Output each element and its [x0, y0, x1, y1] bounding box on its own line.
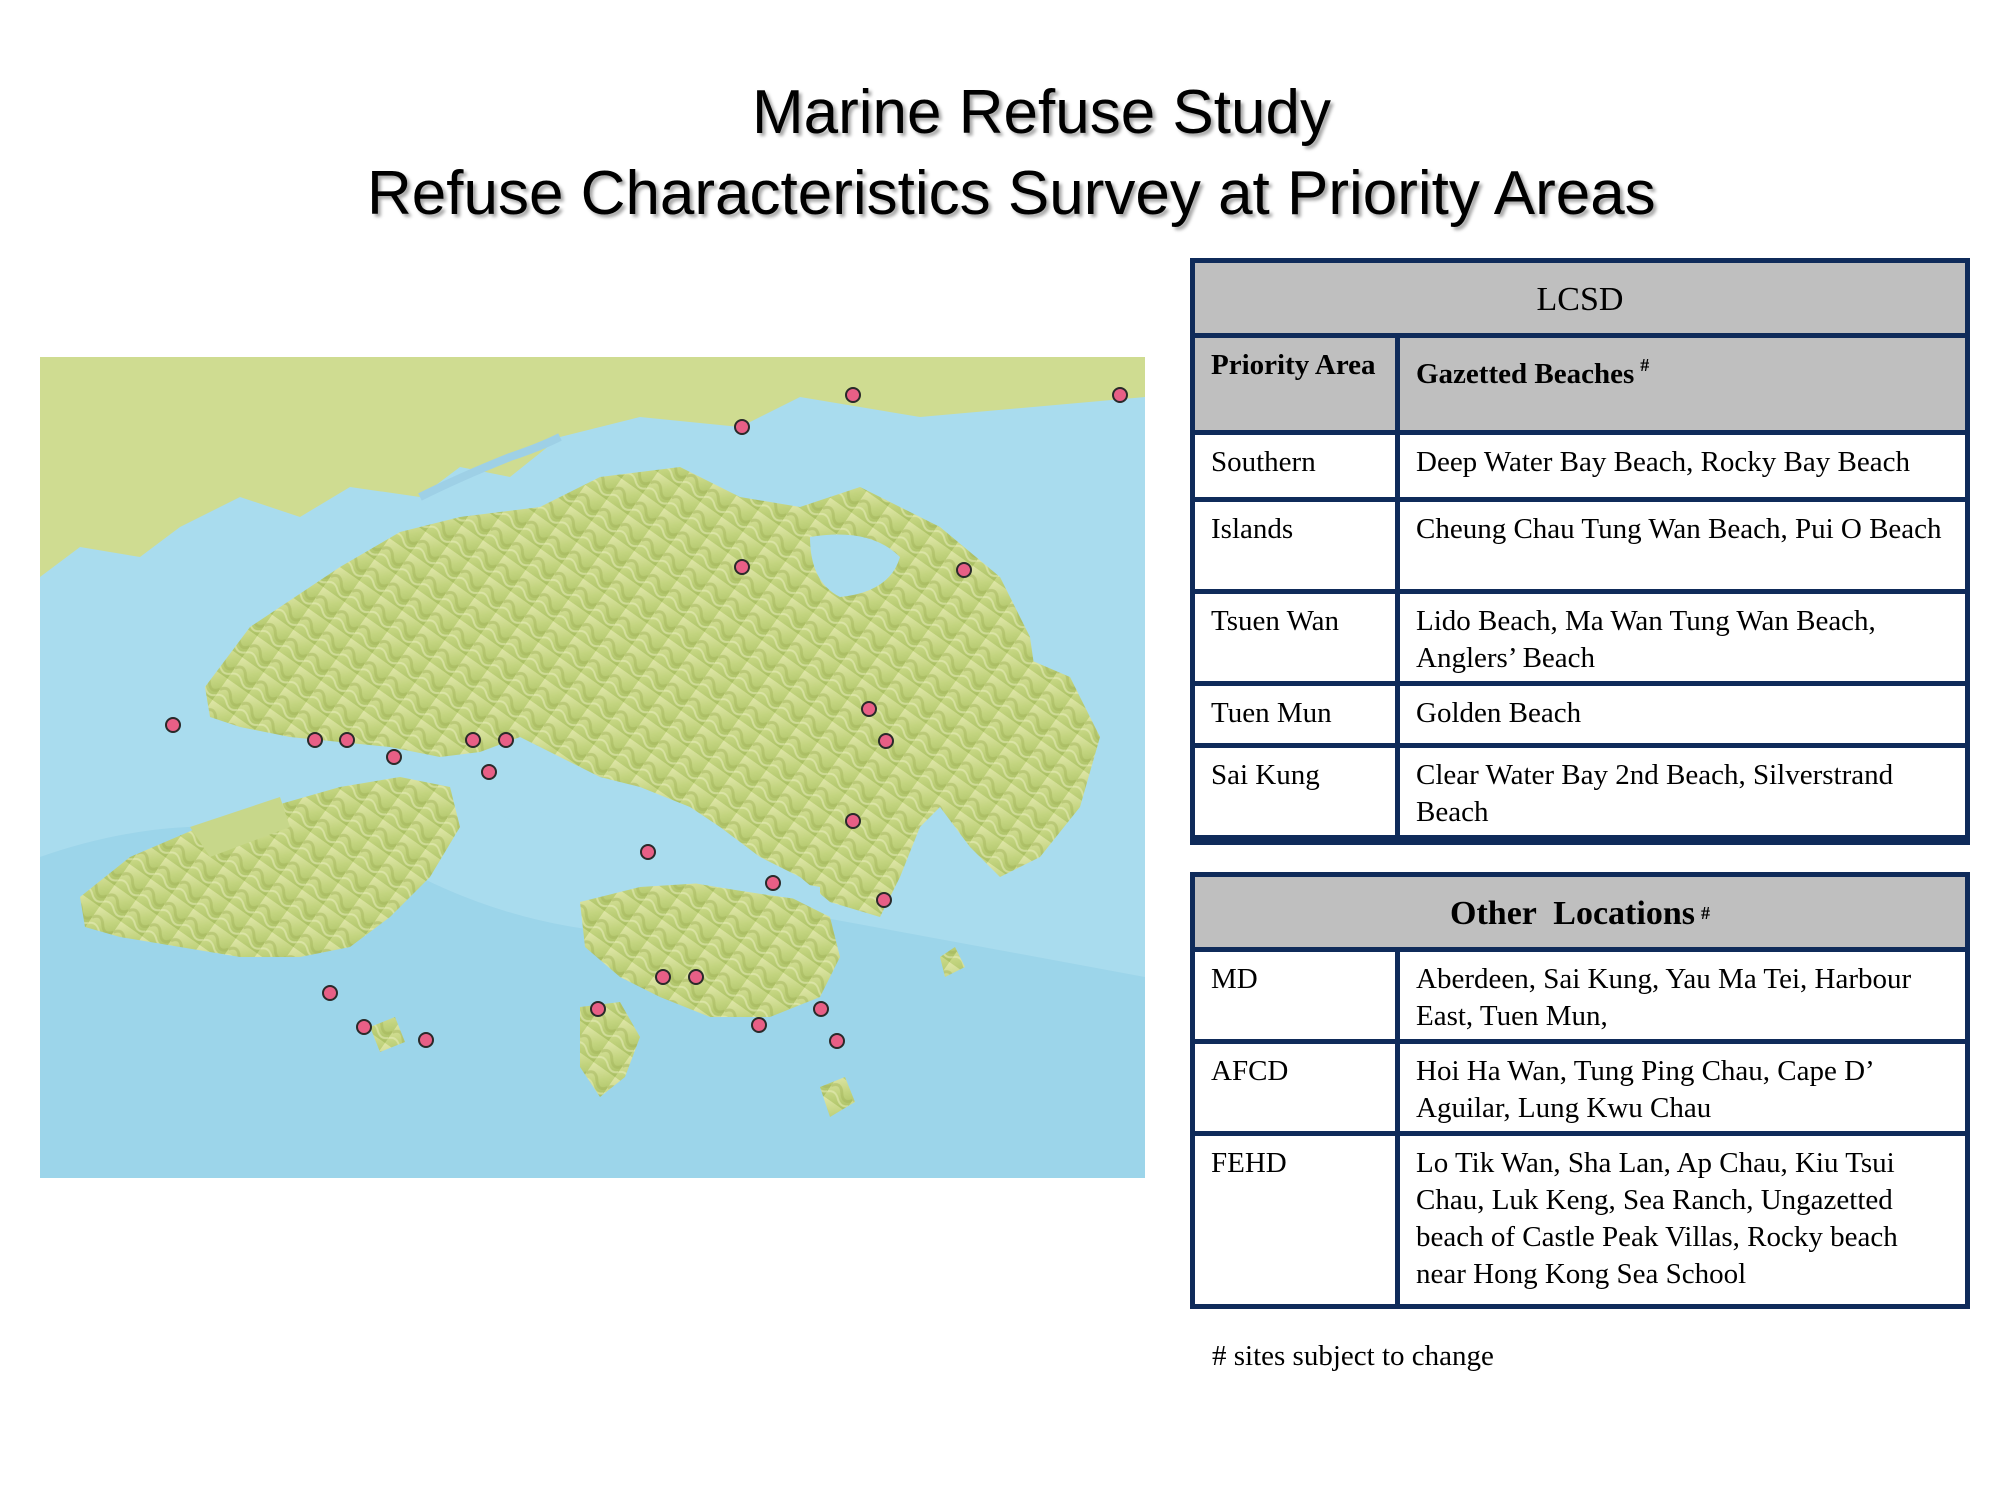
hong-kong-map: [40, 357, 1145, 1178]
lcsd-row-beaches: Lido Beach, Ma Wan Tung Wan Beach, Anglers’ Beach: [1400, 594, 1965, 681]
survey-site-marker: [862, 702, 876, 716]
survey-site-marker: [877, 893, 891, 907]
other-locations-mark: #: [1700, 903, 1710, 923]
lcsd-heading: LCSD: [1195, 263, 1965, 333]
gazetted-beaches-mark: #: [1640, 355, 1650, 375]
footnote: # sites subject to change: [1212, 1340, 1494, 1372]
other-locations-heading: [1195, 877, 1965, 947]
survey-site-marker: [814, 1002, 828, 1016]
survey-site-marker: [846, 814, 860, 828]
other-row-dept: AFCD: [1195, 1044, 1395, 1131]
survey-site-marker: [830, 1034, 844, 1048]
survey-site-marker: [499, 733, 513, 747]
lcsd-row-beaches: Clear Water Bay 2nd Beach, Silverstrand Beach: [1400, 748, 1965, 835]
survey-site-marker: [689, 970, 703, 984]
survey-site-marker: [387, 750, 401, 764]
survey-site-marker: [357, 1020, 371, 1034]
map-svg: [40, 357, 1145, 1178]
lcsd-row-beaches: Golden Beach: [1400, 686, 1965, 743]
survey-site-marker: [879, 734, 893, 748]
survey-site-marker: [340, 733, 354, 747]
lcsd-row-beaches: Deep Water Bay Beach, Rocky Bay Beach: [1400, 435, 1965, 497]
other-row-dept: FEHD: [1195, 1136, 1395, 1304]
title-line-2: Refuse Characteristics Survey at Priority Areas: [367, 159, 1656, 228]
other-row-locations: Lo Tik Wan, Sha Lan, Ap Chau, Kiu Tsui Chau, Luk Keng, Sea Ranch, Ungazetted beach of Castle Peak Villas, Rocky beach near Hong Kong Sea School: [1400, 1136, 1965, 1304]
title-line-1: Marine Refuse Study: [752, 78, 1331, 147]
survey-site-marker: [419, 1033, 433, 1047]
survey-site-marker: [846, 388, 860, 402]
survey-site-marker: [957, 563, 971, 577]
other-row-locations: Hoi Ha Wan, Tung Ping Chau, Cape D’ Aguilar, Lung Kwu Chau: [1400, 1044, 1965, 1131]
survey-site-marker: [735, 420, 749, 434]
lcsd-row-beaches: Cheung Chau Tung Wan Beach, Pui O Beach: [1400, 502, 1965, 589]
lcsd-row-area: Islands: [1195, 502, 1395, 589]
survey-site-marker: [591, 1002, 605, 1016]
gazetted-beaches-label: Gazetted Beaches: [1416, 358, 1635, 390]
survey-site-marker: [1113, 388, 1127, 402]
other-row-dept: MD: [1195, 952, 1395, 1039]
other-row-locations: Aberdeen, Sai Kung, Yau Ma Tei, Harbour East, Tuen Mun,: [1400, 952, 1965, 1039]
survey-site-marker: [766, 876, 780, 890]
other-locations-table: [1190, 872, 1970, 1309]
survey-site-marker: [752, 1018, 766, 1032]
gazetted-beaches-header: [1400, 338, 1965, 430]
lcsd-row-area: Sai Kung: [1195, 748, 1395, 835]
survey-site-marker: [466, 733, 480, 747]
survey-site-marker: [735, 560, 749, 574]
lcsd-row-area: Tuen Mun: [1195, 686, 1395, 743]
survey-site-marker: [323, 986, 337, 1000]
survey-site-marker: [482, 765, 496, 779]
lcsd-table: [1190, 258, 1970, 845]
survey-site-marker: [656, 970, 670, 984]
survey-site-marker: [308, 733, 322, 747]
survey-site-marker: [166, 718, 180, 732]
lcsd-row-area: Tsuen Wan: [1195, 594, 1395, 681]
lcsd-row-area: Southern: [1195, 435, 1395, 497]
other-locations-label: Other Locations: [1450, 895, 1695, 932]
survey-site-marker: [641, 845, 655, 859]
priority-area-header: Priority Area: [1195, 338, 1395, 430]
